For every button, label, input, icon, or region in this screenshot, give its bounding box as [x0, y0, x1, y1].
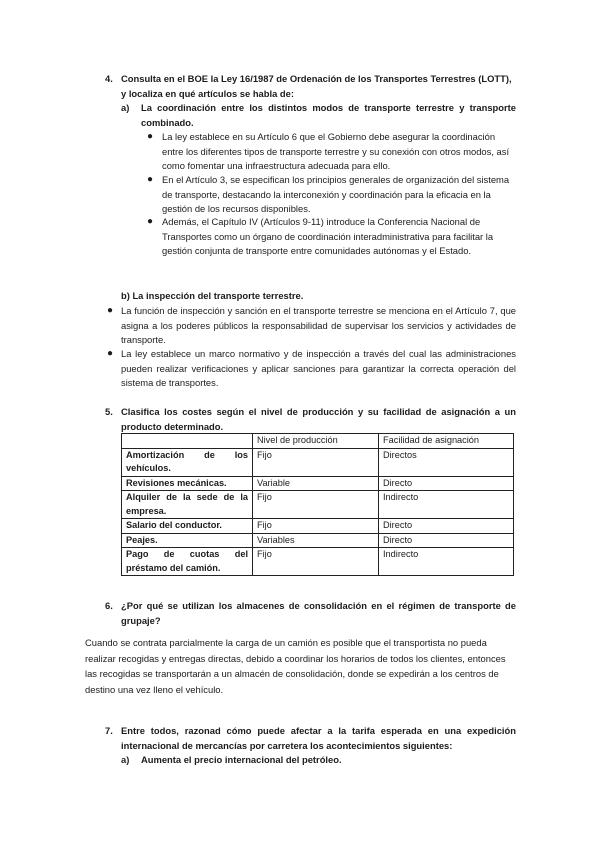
table-header-cell: Nivel de producción: [253, 434, 379, 449]
table-header-row: [122, 434, 514, 449]
q4b-title: b) La inspección del transporte terrestre.: [121, 290, 304, 301]
q5-number: 5.: [105, 406, 113, 417]
cost-name-cell: Pago de cuotas del préstamo del camión.: [122, 548, 253, 576]
table-header-cell: Facilidad de asignación: [379, 434, 514, 449]
production-level-cell: Fijo: [253, 491, 379, 519]
production-level-cell: Variable: [253, 476, 379, 491]
q7a-letter: a): [121, 754, 130, 765]
q4-title: Consulta en el BOE la Ley 16/1987 de Ordenación de los Transportes Terrestres (LOTT), y localiza en qué artículos se habla de:: [121, 73, 512, 99]
q7-title: Entre todos, razonad cómo puede afectar a la tarifa esperada en una expedición internacional de mercancías por carretera los acontecimientos siguientes:: [121, 725, 516, 751]
production-level-cell: Fijo: [253, 448, 379, 476]
table-row: [122, 519, 514, 534]
q4a-bullet-3: Además, el Capítulo IV (Artículos 9-11) introduce la Conferencia Nacional de Transportes como un órgano de coordinación interadministrativa para facilitar la gestión conjunta de transporte entre comunidades autónomas y el Estado.: [162, 216, 494, 256]
cost-name-cell: Amortización de los vehículos.: [122, 448, 253, 476]
costs-table: [121, 433, 514, 576]
q7-number: 7.: [105, 725, 113, 736]
q6-number: 6.: [105, 600, 113, 611]
q5-title: Clasifica los costes según el nivel de producción y su facilidad de asignación a un producto determinado.: [121, 406, 516, 432]
bullet-icon: ●: [147, 216, 154, 227]
cost-name-cell: Peajes.: [122, 533, 253, 548]
cost-name-cell: Salario del conductor.: [122, 519, 253, 534]
q4-number: 4.: [105, 73, 113, 84]
q6-answer: Cuando se contrata parcialmente la carga de un camión es posible que el transportista no pueda realizar recogidas y entregas directas, debido a coordinar los horarios de todos los clientes, entonces las recogidas se transportarán a un almacén de consolidación, donde se expedirán a los centros de destino una vez lleno el vehículo.: [85, 637, 506, 695]
q4a-bullet-1: La ley establece en su Artículo 6 que el Gobierno debe asegurar la coordinación entre los diferentes tipos de transporte terrestre y su conexión con otros modos, así como fomentar una infraestructura adecuada para ello.: [162, 131, 510, 171]
table-row: [122, 533, 514, 548]
assignment-cell: Directo: [379, 519, 514, 534]
production-level-cell: Fijo: [253, 548, 379, 576]
q4a-bullet-2: En el Artículo 3, se especifican los principios generales de organización del sistema de transporte, destacando la interconexión y coordinación para la eficacia en la gestión de los recursos disponibles.: [162, 174, 510, 214]
bullet-icon: ●: [147, 131, 154, 142]
bullet-icon: ●: [107, 348, 114, 359]
table-header-cell: [122, 434, 253, 449]
assignment-cell: Directo: [379, 533, 514, 548]
table-row: [122, 476, 514, 491]
table-row: [122, 548, 514, 576]
assignment-cell: Directos: [379, 448, 514, 476]
q4a-title: La coordinación entre los distintos modos de transporte terrestre y transporte combinado.: [141, 102, 516, 128]
assignment-cell: Directo: [379, 476, 514, 491]
cost-name-cell: Alquiler de la sede de la empresa.: [122, 491, 253, 519]
q7a-text: Aumenta el precio internacional del petróleo.: [141, 754, 342, 765]
assignment-cell: Indirecto: [379, 548, 514, 576]
cost-name-cell: Revisiones mecánicas.: [122, 476, 253, 491]
table-row: [122, 448, 514, 476]
assignment-cell: Indirecto: [379, 491, 514, 519]
bullet-icon: ●: [147, 174, 154, 185]
q6-title: ¿Por qué se utilizan los almacenes de consolidación en el régimen de transporte de grupaje?: [121, 600, 516, 626]
bullet-icon: ●: [107, 305, 114, 316]
q4a-letter: a): [121, 102, 130, 113]
q4b-bullet-2: La ley establece un marco normativo y de inspección a través del cual las administraciones pueden realizar verificaciones y aplicar sanciones para garantizar la correcta operación del sistema de transportes.: [121, 348, 516, 388]
q4b-bullet-1: La función de inspección y sanción en el transporte terrestre se menciona en el Artículo 7, que asigna a los poderes públicos la responsabilidad de supervisar los servicios y actividades de transporte.: [121, 305, 516, 345]
table-row: [122, 491, 514, 519]
production-level-cell: Fijo: [253, 519, 379, 534]
production-level-cell: Variables: [253, 533, 379, 548]
